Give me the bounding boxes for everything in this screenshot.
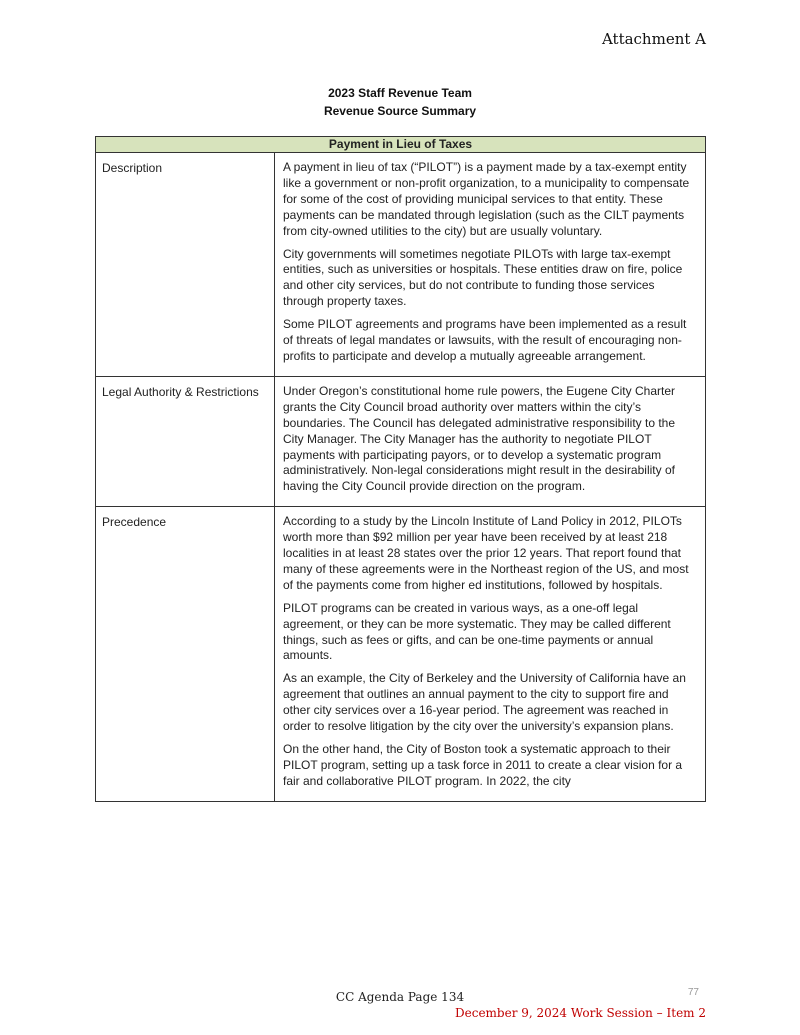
row-content-legal-authority <box>275 376 706 506</box>
revenue-summary-table <box>95 136 706 802</box>
table-row <box>96 376 706 506</box>
row-label-precedence: Precedence <box>96 507 275 802</box>
attachment-label: Attachment A <box>601 30 706 48</box>
paragraph: Some PILOT agreements and programs have been implemented as a result of threats of legal mandates or lawsuits, with the result of encouraging non-profits to participate and develop a mutually agreeable arrangement. <box>283 317 687 363</box>
paragraph: PILOT programs can be created in various ways, as a one-off legal agreement, or they can be more systematic. They may be called different things, such as fees or gifts, and can be one-time payments or annual amounts. <box>283 600 671 663</box>
paragraph: On the other hand, the City of Boston took a systematic approach to their PILOT program, setting up a task force in 2011 to create a clear vision for a fair and collaborative PILOT program. In 2022, the city <box>283 742 683 788</box>
paragraph: Under Oregon’s constitutional home rule powers, the Eugene City Charter grants the City Council broad authority over matters within the city’s boundaries. The Council has delegated administrative responsibility to the City Manager. The City Manager has the authority to negotiate PILOT payments with participating payors, or to develop a systematic program administratively. Non-legal considerations might result in the desirability of having the City Council provide direction on the program. <box>283 383 676 494</box>
title-line-2: Revenue Source Summary <box>323 104 477 118</box>
row-content-precedence <box>275 507 706 802</box>
table-row <box>96 507 706 802</box>
paragraph: According to a study by the Lincoln Institute of Land Policy in 2012, PILOTs worth more than $92 million per year have been received by at least 218 localities in at least 28 states over the prior 12 years. That report found that many of these agreements were in the Northeast region of the US, and most of the payments come from higher ed institutions, followed by hospitals. <box>283 514 689 592</box>
table-heading: Payment in Lieu of Taxes <box>96 137 706 153</box>
work-session-label: December 9, 2024 Work Session – Item 2 <box>455 1006 706 1020</box>
row-label-description: Description <box>96 153 275 377</box>
title-line-1: 2023 Staff Revenue Team <box>328 86 472 100</box>
document-title <box>0 84 800 120</box>
agenda-page-label: CC Agenda Page 134 <box>335 990 465 1004</box>
paragraph: City governments will sometimes negotiate PILOTs with large tax-exempt entities, such as universities or hospitals. These entities draw on fire, police and other city services, but do not contribute to funding those services through property taxes. <box>283 246 683 309</box>
row-content-description <box>275 153 706 377</box>
table-row <box>96 153 706 377</box>
page-number: 77 <box>687 987 699 998</box>
row-label-legal-authority: Legal Authority & Restrictions <box>96 376 275 506</box>
paragraph: As an example, the City of Berkeley and the University of California have an agreement that outlines an annual payment to the city to support fire and other city services over a 16-year period. The agreement was reached in order to resolve litigation by the city over the university’s expansion plans. <box>283 671 686 734</box>
paragraph: A payment in lieu of tax (“PILOT”) is a payment made by a tax-exempt entity like a government or non-profit organization, to a municipality to compensate for some of the cost of providing municipal services to that entity. These payments can be mandated through legislation (such as the CILT payments from city-owned utilities to the city) but are usually voluntary. <box>283 160 690 238</box>
